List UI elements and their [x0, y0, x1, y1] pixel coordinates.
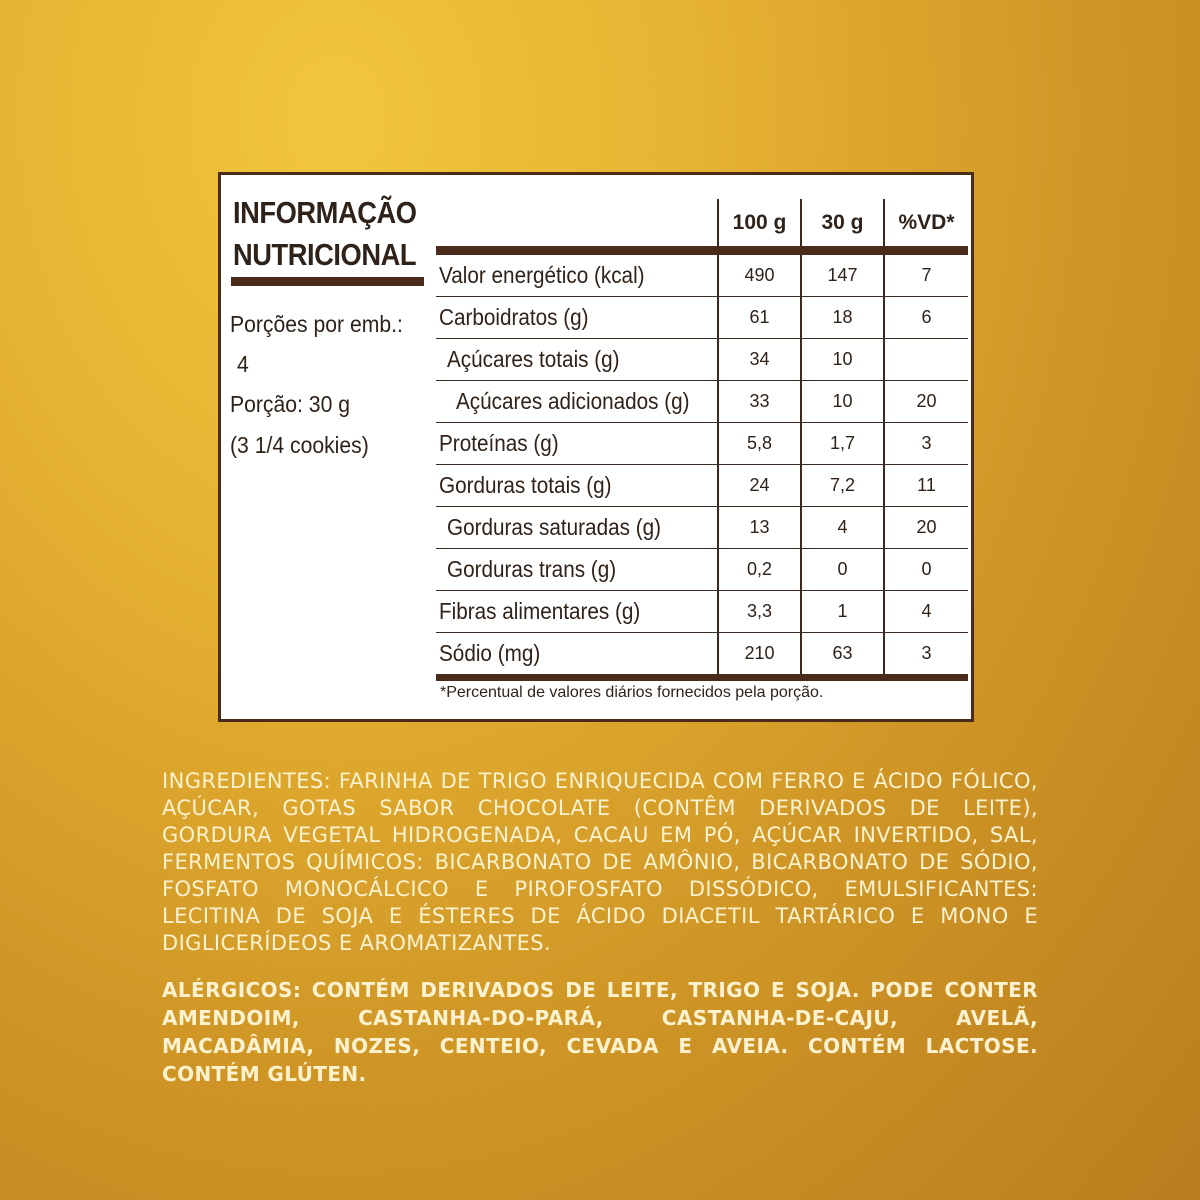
- value-30g: 10: [801, 381, 884, 423]
- header-vd: %VD*: [884, 199, 968, 251]
- value-30g: 7,2: [801, 465, 884, 507]
- nutrient-name: Açúcares totais (g): [436, 339, 718, 381]
- table-header-row: [436, 199, 968, 251]
- table-row: [436, 507, 968, 549]
- table-row: [436, 633, 968, 678]
- value-100g: 13: [718, 507, 801, 549]
- value-100g: 61: [718, 297, 801, 339]
- table-row: [436, 549, 968, 591]
- nutrient-name: Fibras alimentares (g): [436, 591, 718, 633]
- header-blank: [436, 199, 718, 251]
- value-30g: 18: [801, 297, 884, 339]
- value-100g: 0,2: [718, 549, 801, 591]
- value-vd: 4: [884, 591, 968, 633]
- header-30g: 30 g: [801, 199, 884, 251]
- table-row: [436, 297, 968, 339]
- value-vd: 20: [884, 507, 968, 549]
- value-vd: [884, 339, 968, 381]
- nutrition-facts-panel: [218, 172, 974, 722]
- table-row: [436, 465, 968, 507]
- value-vd: 6: [884, 297, 968, 339]
- value-100g: 34: [718, 339, 801, 381]
- table-row: [436, 251, 968, 297]
- value-100g: 5,8: [718, 423, 801, 465]
- table-row: [436, 591, 968, 633]
- value-100g: 33: [718, 381, 801, 423]
- value-30g: 10: [801, 339, 884, 381]
- nutrient-name: Açúcares adicionados (g): [436, 381, 718, 423]
- value-vd: 3: [884, 423, 968, 465]
- value-vd: 0: [884, 549, 968, 591]
- nutrition-table: [436, 199, 968, 681]
- nutrient-name: Sódio (mg): [436, 633, 718, 678]
- portions-per-package-value: 4: [237, 351, 249, 377]
- table-row: [436, 423, 968, 465]
- nutrient-name: Gorduras trans (g): [436, 549, 718, 591]
- allergens-text: ALÉRGICOS: CONTÉM DERIVADOS DE LEITE, TRIGO E SOJA. PODE CONTER AMENDOIM, CASTANHA-DO-PARÁ, CASTANHA-DE-CAJU, AVELÃ, MACADÂMIA, NOZES, CENTEIO, CEVADA E AVEIA. CONTÉM LACTOSE. CONTÉM GLÚTEN.: [162, 978, 1038, 1086]
- value-30g: 1,7: [801, 423, 884, 465]
- value-30g: 63: [801, 633, 884, 678]
- nutrient-name: Proteínas (g): [436, 423, 718, 465]
- value-30g: 4: [801, 507, 884, 549]
- value-30g: 147: [801, 251, 884, 297]
- table-footnote: *Percentual de valores diários fornecidos pela porção.: [440, 684, 824, 701]
- value-100g: 3,3: [718, 591, 801, 633]
- value-30g: 1: [801, 591, 884, 633]
- value-100g: 490: [718, 251, 801, 297]
- value-100g: 210: [718, 633, 801, 678]
- panel-title-line1: INFORMAÇÃO: [233, 195, 417, 230]
- portions-per-package-label: Porções por emb.:: [230, 311, 403, 337]
- nutrient-name: Carboidratos (g): [436, 297, 718, 339]
- value-100g: 24: [718, 465, 801, 507]
- ingredients-text: INGREDIENTES: FARINHA DE TRIGO ENRIQUECIDA COM FERRO E ÁCIDO FÓLICO, AÇÚCAR, GOTAS SABOR CHOCOLATE (CONTÊM DERIVADOS DE LEITE), GORDURA VEGETAL HIDROGENADA, CACAU EM PÓ, AÇÚCAR INVERTIDO, SAL, FERMENTOS QUÍMICOS: BICARBONATO DE AMÔNIO, BICARBONATO DE SÓDIO, FOSFATO MONOCÁLCICO E PIROFOSFATO DISSÓDICO, EMULSIFICANTES: LECITINA DE SOJA E ÉSTERES DE ÁCIDO DIACETIL TARTÁRICO E MONO E DIGLICERÍDEOS E AROMATIZANTES.: [162, 769, 1038, 955]
- serving-size: Porção: 30 g: [230, 391, 350, 417]
- value-vd: 11: [884, 465, 968, 507]
- table-row: [436, 381, 968, 423]
- nutrient-name: Gorduras totais (g): [436, 465, 718, 507]
- panel-title-line2: NUTRICIONAL: [233, 237, 417, 272]
- value-30g: 0: [801, 549, 884, 591]
- header-100g: 100 g: [718, 199, 801, 251]
- nutrient-name: Gorduras saturadas (g): [436, 507, 718, 549]
- title-underline-bar: [231, 277, 424, 286]
- value-vd: 7: [884, 251, 968, 297]
- table-row: [436, 339, 968, 381]
- value-vd: 20: [884, 381, 968, 423]
- value-vd: 3: [884, 633, 968, 678]
- nutrient-name: Valor energético (kcal): [439, 262, 645, 288]
- serving-description: (3 1/4 cookies): [230, 432, 369, 458]
